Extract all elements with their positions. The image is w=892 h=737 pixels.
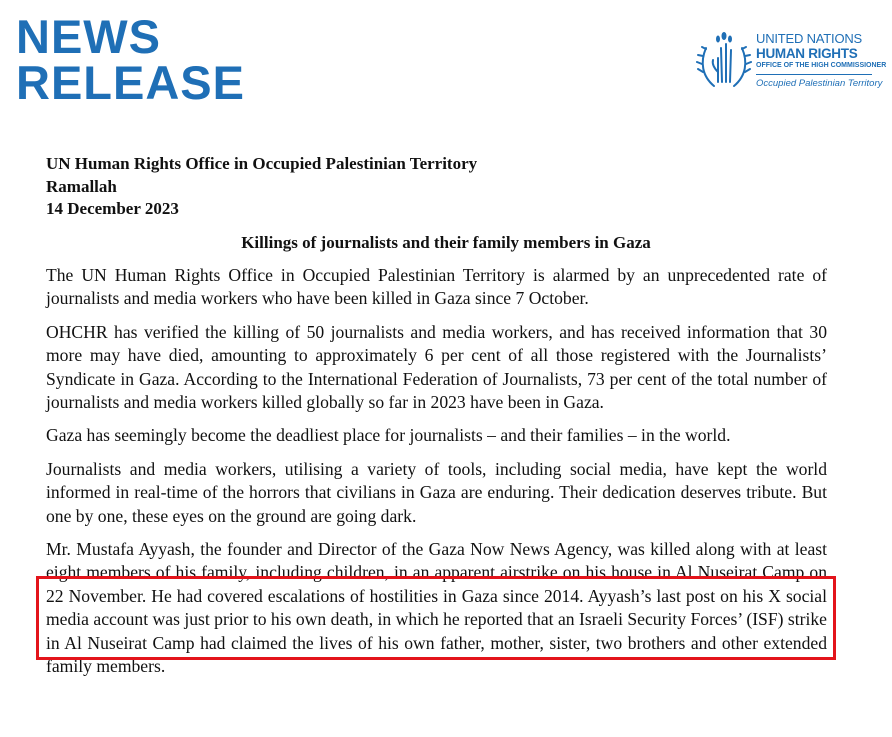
paragraph: Gaza has seemingly become the deadliest place for journalists – and their families – in the world. — [46, 425, 731, 446]
logo-text — [756, 32, 886, 89]
logo-human-rights: HUMAN RIGHTS — [756, 46, 858, 61]
paragraph: OHCHR has verified the killing of 50 journalists and media workers, and has received information that 30 more may have died, amounting to approximately 6 per cent of all those registered with the Journalists’ Syndicate in Gaza. According to the International Federation of Journalists, 73 per cent of the total number of journalists and media workers killed globally so far in 2023 have been in Gaza. — [46, 321, 827, 413]
paragraph: The UN Human Rights Office in Occupied Palestinian Territory is alarmed by an unprecedented rate of journalists and media workers who have been killed in Gaza since 7 October. — [46, 265, 827, 309]
issuing-office: UN Human Rights Office in Occupied Palestinian Territory — [46, 154, 478, 173]
logo-divider — [756, 74, 872, 75]
paragraph: Journalists and media workers, utilising a variety of tools, including social media, have kept the world informed in real-time of the horrors that civilians in Gaza are enduring. Their dedication deserves tribute. But one by one, these eyes on the ground are going dark. — [46, 458, 827, 526]
masthead-line-2: RELEASE — [16, 56, 245, 109]
release-city: Ramallah — [46, 176, 117, 196]
release-date: 14 December 2023 — [46, 199, 179, 218]
logo-office: OFFICE OF THE HIGH COMMISSIONER — [756, 62, 887, 69]
paragraph: Mr. Mustafa Ayyash, the founder and Director of the Gaza Now News Agency, was killed along with at least eight members of his family, including children, in an apparent airstrike on his house in Al Nuseirat Camp on 22 November. He had covered escalations of hostilities in Gaza since 2014. Ayyash’s last post on his X social media account was just prior to his own death, in which he reported that an Israeli Security Forces’ (ISF) strike in Al Nuseirat Camp had claimed the lives of his own father, mother, sister, two brothers and other extended family members. — [46, 539, 827, 677]
logo-united-nations: UNITED NATIONS — [756, 31, 863, 46]
headline: Killings of journalists and their family members in Gaza — [241, 233, 651, 252]
body-text — [46, 264, 827, 689]
release-meta — [46, 153, 477, 221]
un-human-rights-logo — [696, 24, 887, 104]
olive-wreath-hand-icon — [696, 28, 752, 92]
news-release-title — [16, 10, 245, 109]
logo-territory: Occupied Palestinian Territory — [756, 78, 883, 89]
masthead-line-1: NEWS — [16, 10, 161, 63]
